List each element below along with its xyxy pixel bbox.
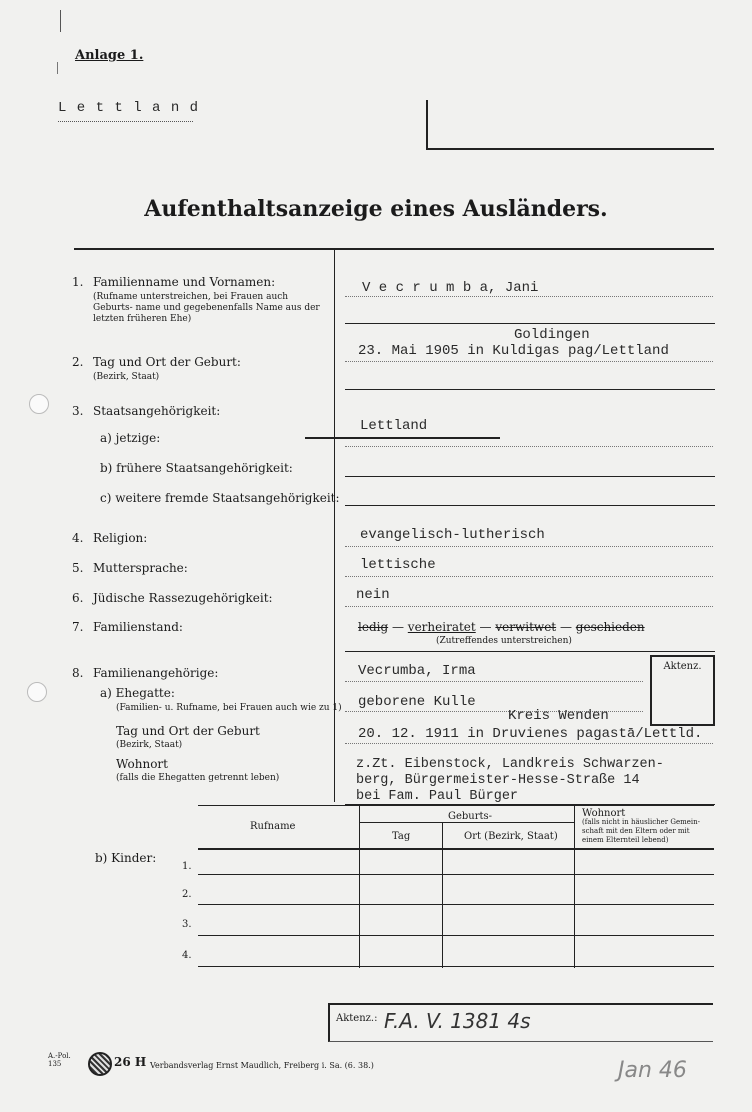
country-underline bbox=[58, 121, 193, 122]
field8a-label: a) Ehegatte: bbox=[100, 686, 175, 700]
field1-label: Familienname und Vornamen: bbox=[93, 275, 276, 289]
field3a-label: a) jetzige: bbox=[100, 431, 161, 445]
spouse-birth-value: 20. 12. 1911 in Druvienes pagastā/Lettld. bbox=[358, 726, 703, 742]
attachment-label: Anlage 1. bbox=[75, 48, 144, 63]
field1-note: (Rufname unterstreichen, bei Frauen auch Geburts- name und gegebenenfalls Name aus der letzten früheren Ehe) bbox=[93, 292, 320, 324]
spouse-birth-label: Tag und Ort der Geburt bbox=[116, 724, 260, 738]
field2-number: 2. bbox=[72, 355, 84, 369]
field3-number: 3. bbox=[72, 404, 84, 418]
spouse-residence-line2: berg, Bürgermeister-Hesse-Straße 14 bbox=[356, 773, 640, 788]
field6-number: 6. bbox=[72, 591, 84, 605]
spouse-residence-line1: z.Zt. Eibenstock, Landkreis Schwarzen- bbox=[356, 757, 664, 772]
field1-number: 1. bbox=[72, 275, 84, 289]
children-col-divider bbox=[574, 805, 575, 968]
children-col-wohnort: Wohnort bbox=[582, 808, 626, 819]
field7-note: (Zutreffendes unterstreichen) bbox=[436, 636, 572, 646]
field2-value: 23. Mai 1905 in Kuldigas pag/Lettland bbox=[358, 343, 669, 359]
field3c-rule bbox=[345, 505, 715, 506]
child-row-number: 3. bbox=[182, 919, 192, 930]
handwritten-signature: Jan 46 bbox=[618, 1058, 687, 1083]
children-col-divider bbox=[359, 805, 360, 968]
field3a-value: Lettland bbox=[360, 418, 428, 434]
country-header: L e t t l a n d bbox=[58, 100, 200, 116]
child-row-line bbox=[198, 874, 714, 875]
marital-dash: — bbox=[391, 620, 404, 634]
marital-option-geschieden: geschieden bbox=[575, 620, 645, 634]
spouse-birth-note: (Bezirk, Staat) bbox=[116, 740, 183, 750]
field1-line bbox=[345, 296, 713, 297]
child-row-number: 4. bbox=[182, 950, 192, 961]
field8-number: 8. bbox=[72, 666, 84, 680]
field3-label: Staatsangehörigkeit: bbox=[93, 404, 221, 418]
field2-value-above: Goldingen bbox=[514, 327, 590, 343]
children-label: b) Kinder: bbox=[95, 851, 157, 865]
field3b-rule bbox=[345, 476, 715, 477]
field4-number: 4. bbox=[72, 531, 84, 545]
field3a-connector bbox=[305, 437, 500, 439]
spouse-line1 bbox=[345, 681, 643, 682]
child-row-line bbox=[198, 935, 714, 936]
field7-rule bbox=[345, 651, 715, 652]
aktenz-box bbox=[650, 655, 715, 726]
field7-number: 7. bbox=[72, 620, 84, 634]
child-row-number: 2. bbox=[182, 889, 192, 900]
children-col-divider bbox=[442, 822, 443, 968]
marital-dash: — bbox=[559, 620, 572, 634]
field5-number: 5. bbox=[72, 561, 84, 575]
spouse-birth-line bbox=[345, 743, 713, 744]
children-header-sub-rule bbox=[359, 822, 574, 823]
spouse-residence-note: (falls die Ehegatten getrennt leben) bbox=[116, 773, 280, 783]
top-rule bbox=[74, 248, 714, 250]
marital-option-ledig: ledig bbox=[358, 620, 389, 634]
footer-aktenz-value: F.A. V. 1381 4s bbox=[384, 1009, 531, 1033]
children-col-geburts: Geburts- bbox=[448, 811, 493, 822]
spouse-name: Vecrumba, Irma bbox=[358, 663, 476, 679]
field8a-note: (Familien- u. Rufname, bei Frauen auch wie zu 1) bbox=[116, 703, 342, 713]
spouse-residence-label: Wohnort bbox=[116, 757, 168, 771]
aktenz-box-label: Aktenz. bbox=[663, 661, 702, 672]
children-header-rule bbox=[198, 848, 714, 850]
field2-label: Tag und Ort der Geburt: bbox=[93, 355, 241, 369]
publisher-seal-icon bbox=[88, 1052, 112, 1076]
field5-value: lettische bbox=[360, 557, 436, 573]
field3b-label: b) frühere Staatsangehörigkeit: bbox=[100, 461, 293, 475]
footer-aktenz-label: Aktenz.: bbox=[336, 1013, 378, 1024]
children-col-wohnort-note: (falls nicht in häuslicher Gemein- schaft mit den Eltern oder mit einem Elternteil lebend) bbox=[582, 818, 701, 844]
field3a-line bbox=[345, 446, 713, 447]
field8-label: Familienangehörige: bbox=[93, 666, 219, 680]
registry-box-left bbox=[426, 100, 428, 148]
field2-note: (Bezirk, Staat) bbox=[93, 372, 160, 382]
children-table-top bbox=[198, 805, 714, 806]
field2-line bbox=[345, 361, 713, 362]
margin-tick bbox=[60, 10, 61, 32]
spouse-birth-above: Kreis Wenden bbox=[508, 708, 609, 724]
field1-value: V e c r u m b a, Jani bbox=[362, 280, 539, 296]
form-number: 26 H bbox=[114, 1055, 147, 1069]
field6-value: nein bbox=[356, 587, 390, 603]
margin-tick bbox=[57, 62, 58, 74]
field5-label: Muttersprache: bbox=[93, 561, 188, 575]
form-code: A.-Pol. 135 bbox=[48, 1052, 71, 1068]
spouse-birthname: geborene Kulle bbox=[358, 694, 476, 710]
children-col-tag: Tag bbox=[392, 831, 411, 842]
punch-hole bbox=[29, 394, 49, 414]
child-row-line bbox=[198, 904, 714, 905]
marital-dash: — bbox=[479, 620, 492, 634]
field1-rule bbox=[345, 323, 715, 324]
marital-option-verwitwet: verwitwet bbox=[495, 620, 557, 634]
punch-hole bbox=[27, 682, 47, 702]
field7-label: Familienstand: bbox=[93, 620, 183, 634]
field6-label: Jüdische Rassezugehörigkeit: bbox=[93, 591, 273, 605]
children-col-rufname: Rufname bbox=[250, 821, 296, 832]
marital-option-verheiratet: verheiratet bbox=[407, 620, 476, 634]
field2-rule bbox=[345, 389, 715, 390]
column-divider bbox=[334, 250, 335, 802]
child-row-line bbox=[198, 966, 714, 967]
registry-box-bottom bbox=[426, 148, 714, 150]
children-col-ort: Ort (Bezirk, Staat) bbox=[464, 831, 558, 842]
spouse-residence-line3: bei Fam. Paul Bürger bbox=[356, 789, 519, 804]
field4-value: evangelisch-lutherisch bbox=[360, 527, 545, 543]
field3c-label: c) weitere fremde Staatsangehörigkeit: bbox=[100, 491, 340, 505]
form-title: Aufenthaltsanzeige eines Ausländers. bbox=[144, 196, 608, 222]
field4-line bbox=[345, 546, 713, 547]
child-row-number: 1. bbox=[182, 861, 192, 872]
marital-status-options bbox=[358, 620, 645, 634]
field5-line bbox=[345, 576, 713, 577]
publisher-line: Verbandsverlag Ernst Maudlich, Freiberg i. Sa. (6. 38.) bbox=[150, 1061, 374, 1070]
footer-aktenz-box bbox=[328, 1003, 713, 1042]
field4-label: Religion: bbox=[93, 531, 148, 545]
field6-line bbox=[345, 606, 713, 607]
